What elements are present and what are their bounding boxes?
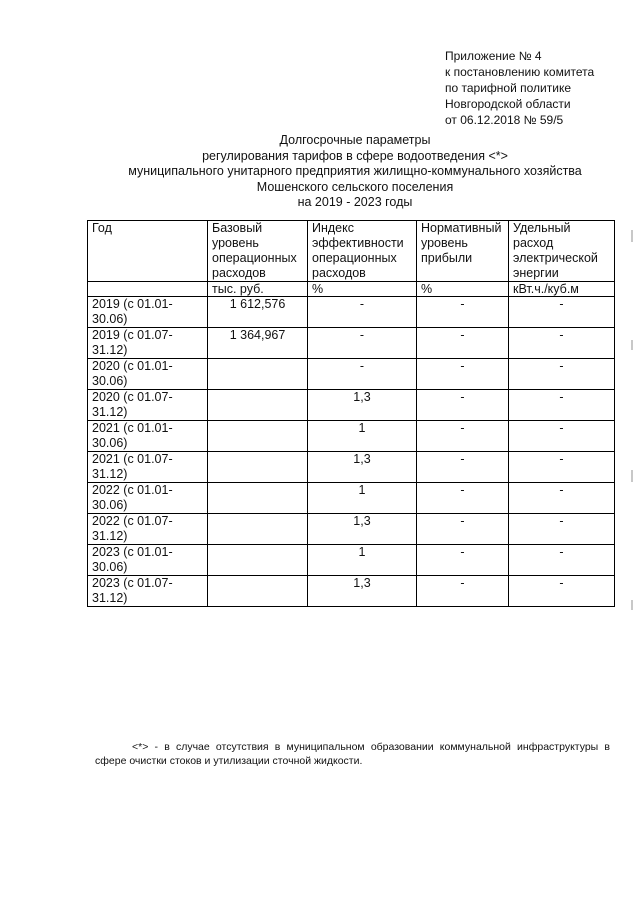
cell-year: 2021 (с 01.07-31.12) <box>88 452 208 483</box>
header-profit-level: Нормативный уровень прибыли <box>417 221 509 282</box>
cell-base-costs <box>208 514 308 545</box>
table-row <box>88 297 615 328</box>
document-title <box>95 133 615 211</box>
scan-edge-mark <box>631 600 633 610</box>
cell-efficiency-index: 1,3 <box>308 514 417 545</box>
unit-cell <box>88 282 208 297</box>
table-units-row <box>88 282 615 297</box>
appendix-line: по тарифной политике <box>445 81 571 95</box>
table-row <box>88 576 615 607</box>
cell-profit-level: - <box>417 328 509 359</box>
table-row <box>88 359 615 390</box>
cell-base-costs <box>208 359 308 390</box>
cell-efficiency-index: 1 <box>308 545 417 576</box>
appendix-line: к постановлению комитета <box>445 65 595 79</box>
cell-electricity: - <box>509 483 615 514</box>
cell-electricity: - <box>509 545 615 576</box>
cell-electricity: - <box>509 421 615 452</box>
cell-year: 2020 (с 01.07-31.12) <box>88 390 208 421</box>
cell-base-costs <box>208 576 308 607</box>
cell-electricity: - <box>509 297 615 328</box>
cell-profit-level: - <box>417 545 509 576</box>
cell-efficiency-index: - <box>308 359 417 390</box>
scan-edge-mark <box>631 230 633 242</box>
cell-base-costs <box>208 452 308 483</box>
cell-efficiency-index: - <box>308 328 417 359</box>
cell-base-costs <box>208 421 308 452</box>
title-line: на 2019 - 2023 годы <box>297 195 413 209</box>
cell-profit-level: - <box>417 390 509 421</box>
appendix-line: Приложение № 4 <box>445 49 542 63</box>
header-base-costs: Базовый уровень операционных расходов <box>208 221 308 282</box>
table-row <box>88 390 615 421</box>
table-row <box>88 328 615 359</box>
cell-efficiency-index: 1,3 <box>308 576 417 607</box>
cell-base-costs <box>208 390 308 421</box>
cell-profit-level: - <box>417 576 509 607</box>
cell-base-costs: 1 612,576 <box>208 297 308 328</box>
table-row <box>88 514 615 545</box>
title-line: регулирования тарифов в сфере водоотведения <*> <box>202 148 508 163</box>
unit-cell: % <box>417 282 509 297</box>
cell-year: 2019 (с 01.01-30.06) <box>88 297 208 328</box>
header-year: Год <box>88 221 208 282</box>
cell-efficiency-index: - <box>308 297 417 328</box>
cell-profit-level: - <box>417 514 509 545</box>
scan-edge-mark <box>631 340 633 350</box>
cell-electricity: - <box>509 390 615 421</box>
title-line: Мошенского сельского поселения <box>256 179 454 194</box>
table-row <box>88 545 615 576</box>
appendix-block <box>445 48 594 128</box>
cell-efficiency-index: 1 <box>308 421 417 452</box>
cell-profit-level: - <box>417 359 509 390</box>
table-row <box>88 483 615 514</box>
table-header-row <box>88 221 615 282</box>
scan-edge-mark <box>631 470 633 482</box>
cell-year: 2020 (с 01.01-30.06) <box>88 359 208 390</box>
title-line: муниципального унитарного предприятия жилищно-коммунального хозяйства <box>128 164 582 178</box>
cell-profit-level: - <box>417 297 509 328</box>
cell-electricity: - <box>509 359 615 390</box>
title-line: Долгосрочные параметры <box>279 133 431 147</box>
cell-base-costs <box>208 483 308 514</box>
unit-cell: кВт.ч./куб.м <box>509 282 615 297</box>
cell-electricity: - <box>509 452 615 483</box>
unit-cell: тыс. руб. <box>208 282 308 297</box>
cell-electricity: - <box>509 576 615 607</box>
cell-profit-level: - <box>417 421 509 452</box>
header-efficiency-index: Индекс эффективности операционных расходов <box>308 221 417 282</box>
cell-efficiency-index: 1,3 <box>308 452 417 483</box>
cell-electricity: - <box>509 514 615 545</box>
appendix-line: Новгородской области <box>445 97 571 111</box>
table-row <box>88 452 615 483</box>
cell-efficiency-index: 1 <box>308 483 417 514</box>
cell-year: 2023 (с 01.07-31.12) <box>88 576 208 607</box>
table-row <box>88 421 615 452</box>
cell-year: 2019 (с 01.07-31.12) <box>88 328 208 359</box>
cell-year: 2022 (с 01.07-31.12) <box>88 514 208 545</box>
cell-year: 2021 (с 01.01-30.06) <box>88 421 208 452</box>
cell-base-costs: 1 364,967 <box>208 328 308 359</box>
cell-profit-level: - <box>417 452 509 483</box>
footnote: <*> - в случае отсутствия в муниципальном образовании коммунальной инфраструктуры в сфере очистки стоков и утилизации сточной жидкости. <box>95 741 610 767</box>
cell-base-costs <box>208 545 308 576</box>
appendix-line: от 06.12.2018 № 59/5 <box>445 113 564 127</box>
cell-year: 2023 (с 01.01-30.06) <box>88 545 208 576</box>
cell-year: 2022 (с 01.01-30.06) <box>88 483 208 514</box>
unit-cell: % <box>308 282 417 297</box>
header-electricity: Удельный расход электрической энергии <box>509 221 615 282</box>
cell-efficiency-index: 1,3 <box>308 390 417 421</box>
parameters-table <box>87 220 615 607</box>
cell-electricity: - <box>509 328 615 359</box>
cell-profit-level: - <box>417 483 509 514</box>
